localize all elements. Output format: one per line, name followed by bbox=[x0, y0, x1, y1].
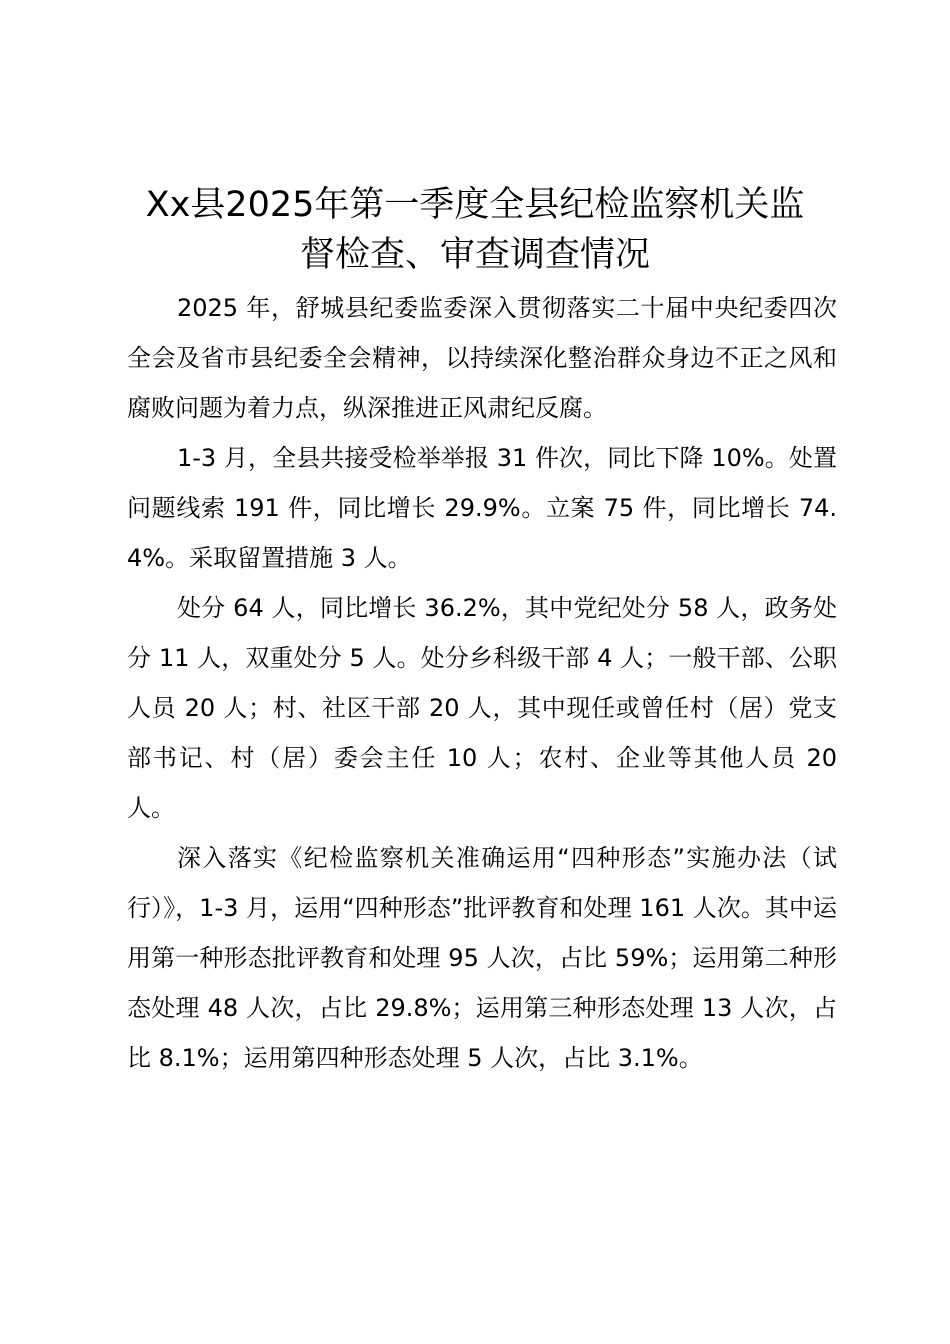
document-body bbox=[127, 283, 837, 1083]
title-line-1: Xx县2025年第一季度全县纪检监察机关监 bbox=[145, 185, 805, 225]
document-title bbox=[110, 180, 840, 280]
title-line-2: 督检查、审查调查情况 bbox=[299, 235, 650, 275]
paragraph-punishments: 处分 64 人，同比增长 36.2%，其中党纪处分 58 人，政务处分 11 人，双重处分 5 人。处分乡科级干部 4 人；一般干部、公职人员 20 人；村、社区干部 20 人，其中现任或曾任村（居）党支部书记、村（居）委会主任 10 人；农村、企业等其他人员 20 人。 bbox=[127, 594, 837, 822]
paragraph-reports: 1-3 月，全县共接受检举举报 31 件次，同比下降 10%。处置问题线索 191 件，同比增长 29.9%。立案 75 件，同比增长 74.4%。采取留置措施 3 人。 bbox=[127, 444, 837, 572]
paragraph-intro: 2025 年，舒城县纪委监委深入贯彻落实二十届中央纪委四次全会及省市县纪委全会精神，以持续深化整治群众身边不正之风和腐败问题为着力点，纵深推进正风肃纪反腐。 bbox=[127, 294, 837, 422]
paragraph-four-forms: 深入落实《纪检监察机关准确运用“四种形态”实施办法（试行）》，1-3 月，运用“四种形态”批评教育和处理 161 人次。其中运用第一种形态批评教育和处理 95 人次，占比 59%；运用第二种形态处理 48 人次，占比 29.8%；运用第三种形态处理 13 人次，占比 8.1%；运用第四种形态处理 5 人次，占比 3.1%。 bbox=[127, 844, 837, 1072]
